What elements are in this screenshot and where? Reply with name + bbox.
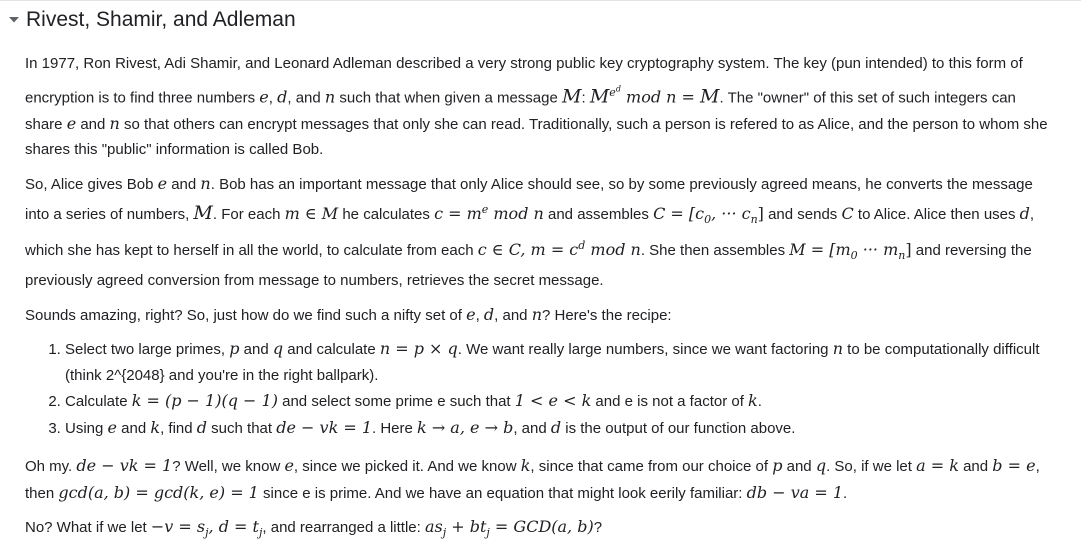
recipe-list <box>25 336 1055 441</box>
paragraph-recipe-intro: Sounds amazing, right? So, just how do we find such a nifty set of e, d, and n? Here's the recipe: <box>25 304 672 324</box>
list-item: 2. Calculate k = (p − 1)(q − 1) and select some prime e such that 1 < e < k and e is not a factor of k. <box>65 388 1055 415</box>
section-title: Rivest, Shamir, and Adleman <box>26 8 296 31</box>
list-item: 1. Select two large primes, p and q and calculate n = p × q. We want really large numbers, since we want factoring n to be computationally difficult (think 2^{2048} and you're in the right ballpark). <box>65 336 1055 388</box>
paragraph-alice-bob: So, Alice gives Bob e and n. Bob has an important message that only Alice should see, so by some previously agreed means, he converts the message into a series of numbers, M. For each m ∈ M he calculates $c = m^e$ mod n and assembles $C = [c_0$, ··· $c_n$] and sends C to Alice. Alice then uses d, which she has kept to herself in all the world, to calculate from each c ∈ C, $m = c^d$ mod n. She then assembles $M = [m_0$ ··· $m_n$] and reversing the previously agreed conversion from message to numbers, retrieves the secret message. <box>25 173 1035 290</box>
section-body <box>25 51 1055 554</box>
section-header[interactable] <box>0 5 296 35</box>
paragraph-intro: In 1977, Ron Rivest, Adi Shamir, and Leonard Adleman described a very strong public key cryptography system. The key (pun intended) to this form of encryption is to find three numbers e, d, and n such that when given a message M: $M^{e^d}$ mod n = M. The "owner" of this set of such integers can share e and n so that others can encrypt messages that only she can read. Traditionally, such a person is refered to as Alice, and the person to whom she shares this "public" information is called Bob. <box>25 55 1048 159</box>
caret-down-icon[interactable] <box>3 9 25 31</box>
paragraph-rearrange: No? What if we let $-v = s_j$, $d = t_j$, and rearranged a little: $as_j + bt_j = GCD(a$, b)? <box>25 517 603 540</box>
list-item: 3. Using e and k, find d such that de − vk = 1. Here k → a, e → b, and d is the output of our function above. <box>65 415 1055 442</box>
paragraph-gcd: Oh my. de − vk = 1? Well, we know e, since we picked it. And we know k, since that came from our choice of p and q. So, if we let a = k and b = e, then gcd(a, b) = gcd(k, e) = 1 since e is prime. And we have an equation that might look eerily familiar: db − va = 1. <box>25 456 1040 502</box>
